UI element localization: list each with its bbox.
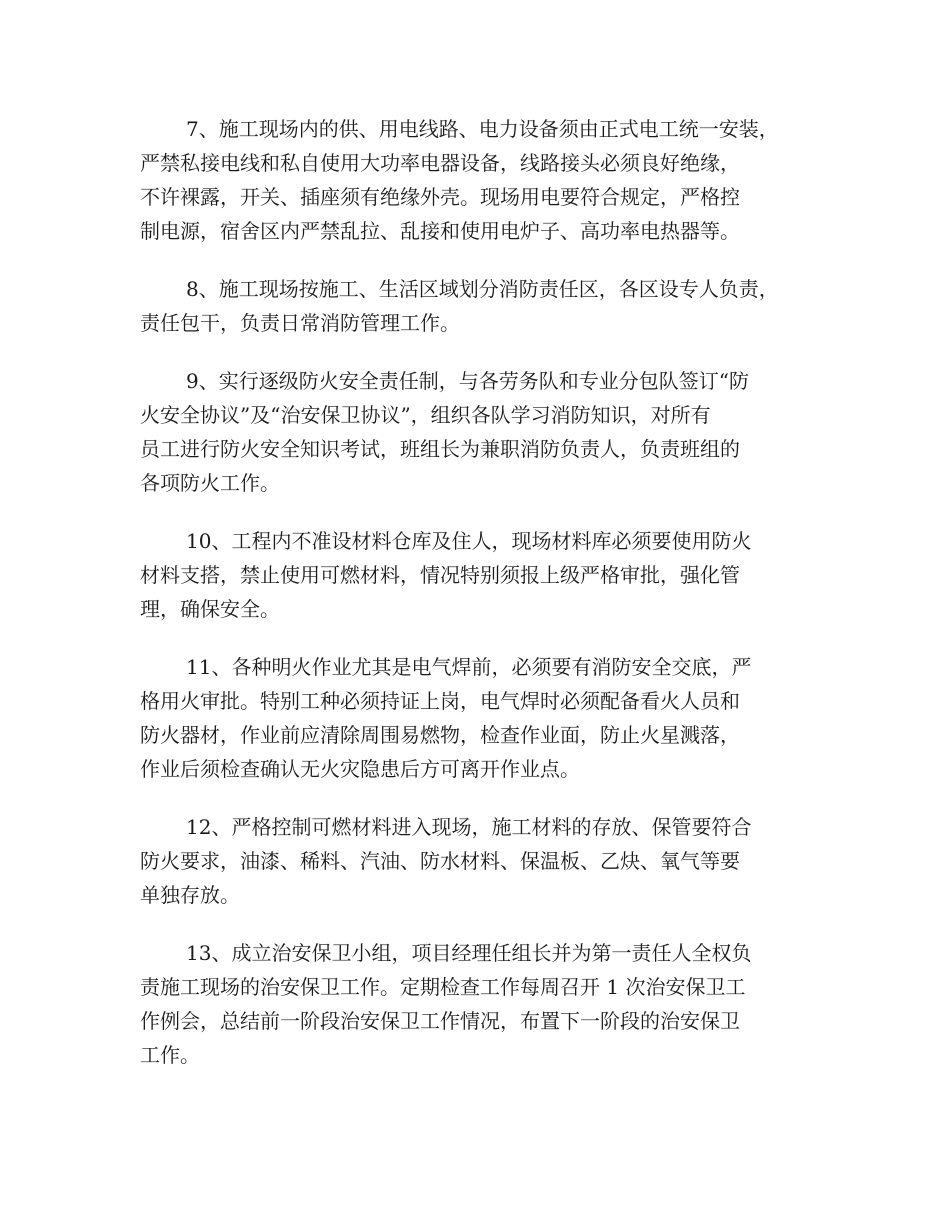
paragraph-11 [140,650,820,786]
paragraph-line: 责任包干，负责日常消防管理工作。 [140,311,460,335]
paragraph-line: 10、工程内不准设材料仓库及住人，现场材料库必须要使用防火 [186,529,752,553]
paragraph-line: 12、严格控制可燃材料进入现场，施工材料的存放、保管要符合 [186,815,752,839]
paragraph-line: 不许裸露，开关、插座须有绝缘外壳。现场用电要符合规定，严格控 [140,185,740,209]
paragraph-line: 防火器材，作业前应清除周围易燃物，检查作业面，防止火星溅落， [140,723,740,747]
paragraph-line: 单独存放。 [140,883,240,907]
paragraph-line: 格用火审批。特别工种必须持证上岗，电气焊时必须配备看火人员和 [140,689,740,713]
paragraph-line: 13、成立治安保卫小组，项目经理任组长并为第一责任人全权负 [186,941,752,965]
paragraph-line: 8、施工现场按施工、生活区域划分消防责任区，各区设专人负责， [186,277,779,301]
paragraph-8 [140,272,820,340]
paragraph-10 [140,524,820,626]
paragraph-13 [140,936,820,1072]
paragraph-line: 7、施工现场内的供、用电线路、电力设备须由正式电工统一安装， [186,117,779,141]
paragraph-line: 作业后须检查确认无火灾隐患后方可离开作业点。 [140,757,580,781]
paragraph-line: 理，确保安全。 [140,597,280,621]
paragraph-line: 火安全协议”及“治安保卫协议”，组织各队学习消防知识，对所有 [140,403,711,427]
paragraph-line: 防火要求，油漆、稀料、汽油、防水材料、保温板、乙炔、氧气等要 [140,849,740,873]
paragraph-7 [140,112,820,248]
paragraph-line: 9、实行逐级防火安全责任制，与各劳务队和专业分包队签订“防 [186,369,749,393]
document-body [140,112,820,1096]
paragraph-9 [140,364,820,500]
paragraph-line: 各项防火工作。 [140,471,280,495]
paragraph-line: 工作。 [140,1043,200,1067]
paragraph-12 [140,810,820,912]
paragraph-line: 严禁私接电线和私自使用大功率电器设备，线路接头必须良好绝缘， [140,151,740,175]
paragraph-line: 作例会，总结前一阶段治安保卫工作情况，布置下一阶段的治安保卫 [140,1009,740,1033]
paragraph-line: 11、各种明火作业尤其是电气焊前，必须要有消防安全交底，严 [186,655,752,679]
paragraph-line: 制电源，宿舍区内严禁乱拉、乱接和使用电炉子、高功率电热器等。 [140,219,740,243]
paragraph-line: 责施工现场的治安保卫工作。定期检查工作每周召开 1 次治安保卫工 [140,975,746,999]
paragraph-line: 员工进行防火安全知识考试，班组长为兼职消防负责人，负责班组的 [140,437,740,461]
paragraph-line: 材料支搭，禁止使用可燃材料，情况特别须报上级严格审批，强化管 [140,563,740,587]
